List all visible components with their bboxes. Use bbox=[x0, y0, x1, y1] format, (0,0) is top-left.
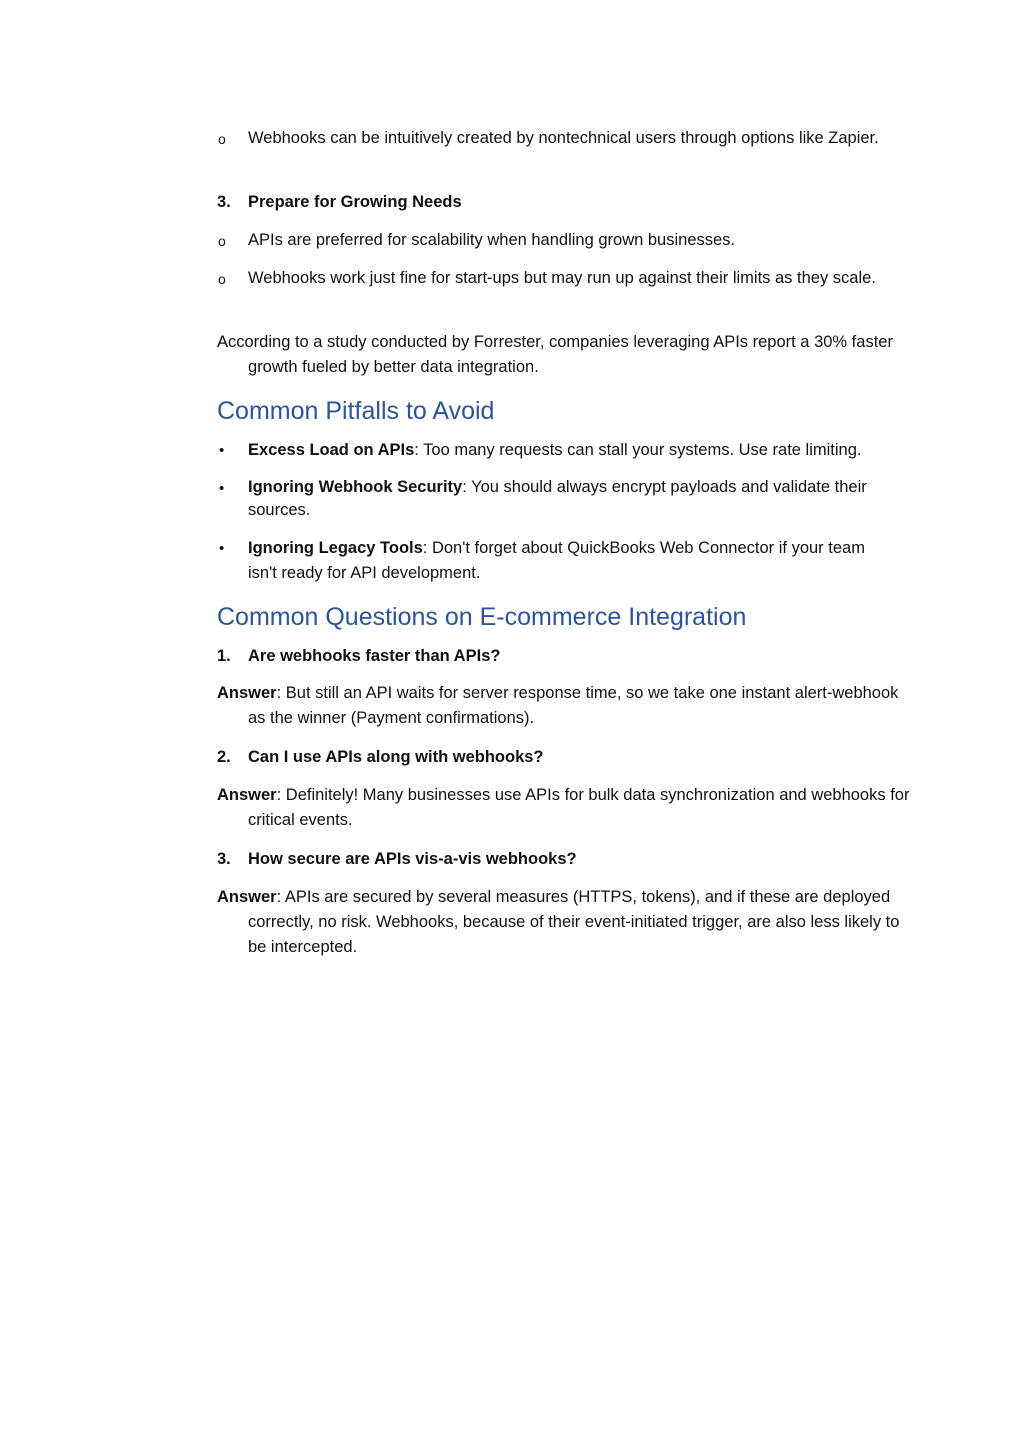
faq-answer bbox=[217, 885, 920, 960]
faq-question bbox=[217, 644, 889, 669]
item-title: Prepare for Growing Needs bbox=[248, 193, 462, 211]
answer-text: : APIs are secured by several measures (HTTPS, tokens), and if these are deployed correctly, no risk. Webhooks, because of their event-initiated trigger, are also less likely to be intercepted. bbox=[248, 888, 900, 956]
list-item bbox=[217, 266, 889, 291]
pitfall-description: : Too many requests can stall your systems. Use rate limiting. bbox=[414, 441, 862, 459]
list-item-text: APIs are preferred for scalability when handling grown businesses. bbox=[248, 231, 736, 249]
pitfalls-heading: Common Pitfalls to Avoid bbox=[217, 397, 495, 425]
sub-bullet-glyph: o bbox=[218, 233, 226, 249]
pitfall-description: : Don't forget about QuickBooks Web Connector if your team isn't ready for API development. bbox=[248, 539, 865, 582]
faq-question bbox=[217, 847, 889, 872]
item-number: 3. bbox=[217, 193, 231, 211]
numbered-heading bbox=[217, 190, 889, 215]
list-item-text: Webhooks can be intuitively created by nontechnical users through options like Zapier. bbox=[248, 129, 879, 147]
sub-bullet-glyph: o bbox=[218, 131, 226, 147]
bullet-glyph: • bbox=[219, 442, 225, 459]
answer-label: Answer bbox=[217, 786, 277, 804]
answer-label: Answer bbox=[217, 888, 277, 906]
pitfall-text bbox=[248, 438, 889, 463]
pitfall-term: Ignoring Legacy Tools bbox=[248, 539, 423, 557]
pitfall-item bbox=[217, 438, 889, 463]
pitfall-item bbox=[217, 536, 889, 586]
sub-bullet-glyph: o bbox=[218, 271, 226, 287]
pitfall-term: Ignoring Webhook Security bbox=[248, 478, 463, 496]
faq-question bbox=[217, 745, 889, 770]
bullet-glyph: • bbox=[219, 480, 225, 497]
answer-text: : But still an API waits for server response time, so we take one instant alert-webhook as the winner (Payment confirmations). bbox=[248, 684, 899, 727]
faq-heading: Common Questions on E-commerce Integration bbox=[217, 603, 747, 631]
faq-answer bbox=[217, 783, 920, 833]
answer-label: Answer bbox=[217, 684, 277, 702]
bullet-glyph: • bbox=[219, 540, 225, 557]
question-number: 3. bbox=[217, 850, 231, 868]
pitfall-description: : You should always encrypt payloads and validate their sources. bbox=[248, 478, 867, 519]
pitfall-text bbox=[248, 536, 889, 586]
question-number: 2. bbox=[217, 748, 231, 766]
question-text: How secure are APIs vis-a-vis webhooks? bbox=[248, 850, 577, 868]
pitfall-term: Excess Load on APIs bbox=[248, 441, 415, 459]
list-item-text: Webhooks work just fine for start-ups but may run up against their limits as they scale. bbox=[248, 269, 876, 287]
list-item bbox=[217, 126, 889, 151]
question-text: Can I use APIs along with webhooks? bbox=[248, 748, 544, 766]
question-text: Are webhooks faster than APIs? bbox=[248, 647, 501, 665]
pitfall-text bbox=[248, 476, 889, 522]
answer-text: : Definitely! Many businesses use APIs for bulk data synchronization and webhooks for critical events. bbox=[248, 786, 910, 829]
faq-answer bbox=[217, 681, 920, 731]
question-number: 1. bbox=[217, 647, 231, 665]
pitfall-item bbox=[217, 476, 889, 522]
list-item bbox=[217, 228, 889, 253]
study-paragraph: According to a study conducted by Forrester, companies leveraging APIs report a 30% faster growth fueled by better data integration. bbox=[217, 333, 893, 376]
